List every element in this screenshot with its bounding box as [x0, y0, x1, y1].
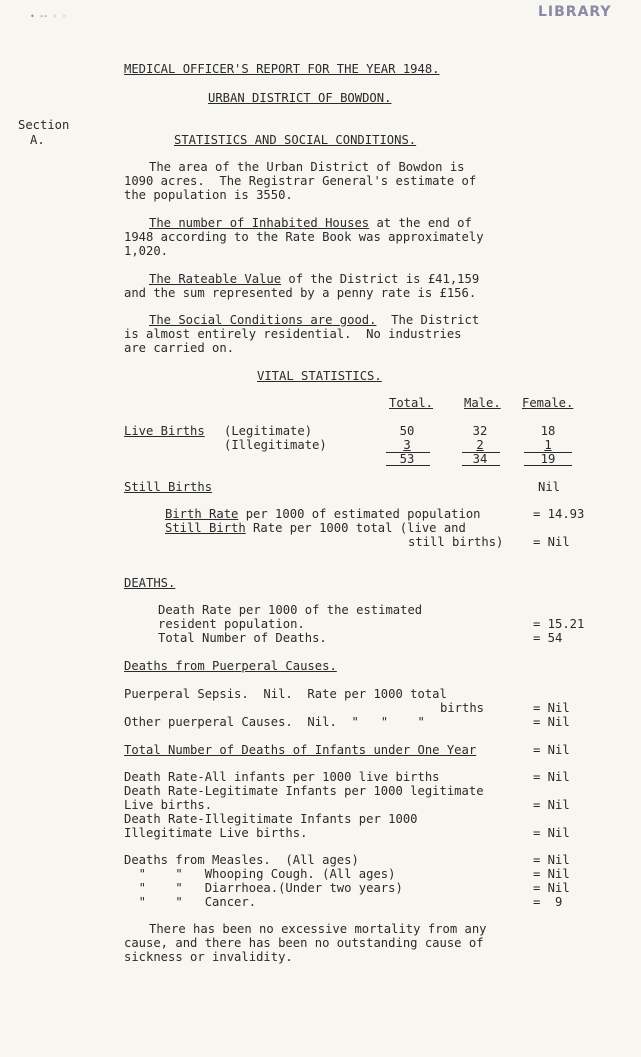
- diarrhoea-value: = Nil: [533, 881, 570, 895]
- library-stamp: LIBRARY: [538, 4, 612, 20]
- area-line-1: The area of the Urban District of Bowdon is: [149, 160, 465, 174]
- death-rate-line-1: Death Rate per 1000 of the estimated: [158, 603, 423, 617]
- legit-infants-line-2: Live births.: [124, 798, 213, 812]
- houses-line-3: 1,020.: [124, 244, 169, 258]
- all-infants-value: = Nil: [533, 770, 570, 784]
- birth-rate-term: Birth Rate: [165, 507, 239, 521]
- rateable-rest: of the District is £41,159: [281, 272, 480, 286]
- sum-total: 53: [399, 452, 415, 466]
- social-rest: The District: [376, 313, 480, 327]
- sum-female: 19: [540, 452, 556, 466]
- legit-label: (Legitimate): [224, 424, 313, 438]
- section-label: Section: [18, 118, 70, 132]
- houses-term: The number of Inhabited Houses: [149, 216, 370, 230]
- sepsis-line-2: births: [440, 701, 485, 715]
- total-deaths-line: Total Number of Deaths.: [158, 631, 327, 645]
- area-line-2: 1090 acres. The Registrar General's estimate of: [124, 174, 477, 188]
- puerperal-heading: Deaths from Puerperal Causes.: [124, 659, 337, 673]
- houses-rest: at the end of: [369, 216, 472, 230]
- still-births-label: Still Births: [124, 480, 213, 494]
- infant-deaths-heading: Total Number of Deaths of Infants under One Year: [124, 743, 477, 757]
- still-rate-term: Still Birth: [165, 521, 246, 535]
- sum-male: 34: [472, 452, 488, 466]
- measles-line: Deaths from Measles. (All ages): [124, 853, 359, 867]
- sepsis-line: Puerperal Sepsis. Nil. Rate per 1000 total: [124, 687, 447, 701]
- section-heading: STATISTICS AND SOCIAL CONDITIONS.: [174, 133, 417, 147]
- female-under-rule: [524, 465, 572, 466]
- death-rate-line-2: resident population.: [158, 617, 305, 631]
- legit-infants-line-1: Death Rate-Legitimate Infants per 1000 legitimate: [124, 784, 484, 798]
- whooping-value: = Nil: [533, 867, 570, 881]
- social-line-1: [149, 313, 479, 327]
- illegit-total: 3: [403, 438, 411, 452]
- other-puerperal-value: = Nil: [533, 715, 570, 729]
- district-title: URBAN DISTRICT OF BOWDON.: [208, 91, 392, 105]
- birth-rate-value: = 14.93: [533, 507, 585, 521]
- col-male: Male.: [464, 396, 501, 410]
- infant-deaths-value: = Nil: [533, 743, 570, 757]
- rateable-term: The Rateable Value: [149, 272, 282, 286]
- illegit-label: (Illegitimate): [224, 438, 327, 452]
- rateable-line-2: and the sum represented by a penny rate is £156.: [124, 286, 477, 300]
- all-infants-line: Death Rate-All infants per 1000 live births: [124, 770, 440, 784]
- legit-male: 32: [472, 424, 488, 438]
- total-under-rule: [386, 465, 430, 466]
- live-births-label: Live Births: [124, 424, 205, 438]
- birth-rate-line: [165, 507, 481, 521]
- social-term: The Social Conditions are good.: [149, 313, 377, 327]
- illegit-infants-line-1: Death Rate-Illegitimate Infants per 1000: [124, 812, 418, 826]
- social-line-3: are carried on.: [124, 341, 235, 355]
- diarrhoea-line: " " Diarrhoea.(Under two years): [124, 881, 403, 895]
- houses-line-1: [149, 216, 472, 230]
- closing-line-2: cause, and there has been no outstanding cause of: [124, 936, 484, 950]
- houses-line-2: 1948 according to the Rate Book was approximately: [124, 230, 484, 244]
- closing-line-1: There has been no excessive mortality from any: [149, 922, 487, 936]
- male-under-rule: [462, 465, 500, 466]
- rateable-line-1: [149, 272, 479, 286]
- birth-rate-rest: per 1000 of estimated population: [238, 507, 481, 521]
- cancer-value: = 9: [533, 895, 563, 909]
- social-line-2: is almost entirely residential. No industries: [124, 327, 462, 341]
- illegit-female: 1: [544, 438, 552, 452]
- still-rate-line-2: still births): [408, 535, 504, 549]
- still-births-value: Nil: [538, 480, 561, 494]
- still-rate-value: = Nil: [533, 535, 570, 549]
- closing-line-3: sickness or invalidity.: [124, 950, 293, 964]
- illegit-male: 2: [476, 438, 484, 452]
- other-puerperal-line: Other puerperal Causes. Nil. " " ": [124, 715, 425, 729]
- total-deaths-value: = 54: [533, 631, 563, 645]
- legit-female: 18: [540, 424, 556, 438]
- scan-specks: • ⁃⁃ ◦ ◦: [30, 12, 67, 21]
- col-female: Female.: [522, 396, 574, 410]
- area-line-3: the population is 3550.: [124, 188, 293, 202]
- deaths-heading: DEATHS.: [124, 576, 176, 590]
- legit-total: 50: [399, 424, 415, 438]
- cancer-line: " " Cancer.: [124, 895, 257, 909]
- measles-value: = Nil: [533, 853, 570, 867]
- illegit-infants-line-2: Illegitimate Live births.: [124, 826, 308, 840]
- still-rate-rest: Rate per 1000 total (live and: [245, 521, 466, 535]
- whooping-line: " " Whooping Cough. (All ages): [124, 867, 396, 881]
- sepsis-value: = Nil: [533, 701, 570, 715]
- col-total: Total.: [389, 396, 434, 410]
- report-title: MEDICAL OFFICER'S REPORT FOR THE YEAR 1948.: [124, 62, 440, 76]
- section-letter: A.: [30, 133, 45, 147]
- legit-infants-value: = Nil: [533, 798, 570, 812]
- illegit-infants-value: = Nil: [533, 826, 570, 840]
- death-rate-value: = 15.21: [533, 617, 585, 631]
- vital-heading: VITAL STATISTICS.: [257, 369, 382, 383]
- still-rate-line: [165, 521, 466, 535]
